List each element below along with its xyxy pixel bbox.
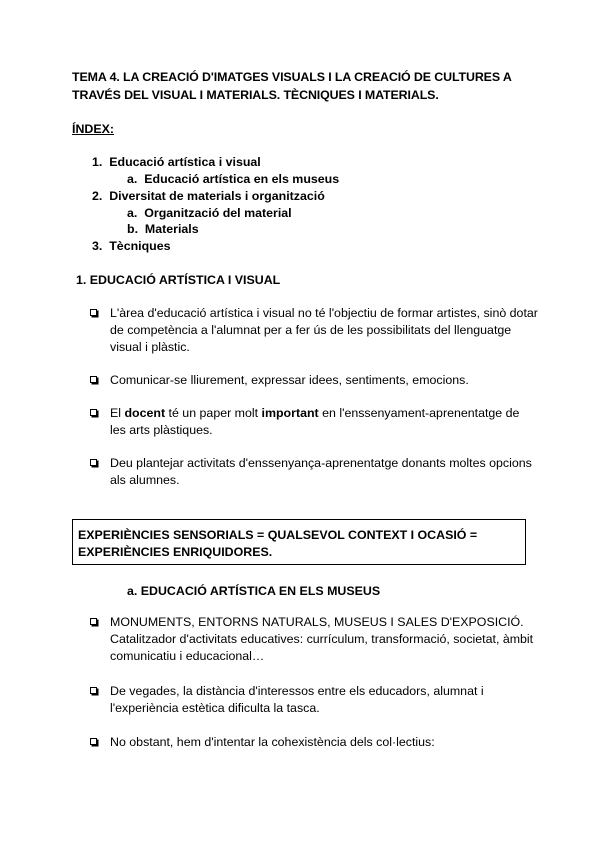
- bullet-line: l'experiència estètica dificulta la tasca.: [110, 701, 320, 715]
- index-marker: b.: [127, 222, 139, 236]
- index-marker: 3.: [92, 239, 103, 253]
- checkbox-bullet-icon: [90, 687, 97, 694]
- checkbox-bullet-icon: [90, 618, 97, 625]
- bullet-line: visual i plàstic.: [110, 340, 190, 354]
- bullet-line: MONUMENTS, ENTORNS NATURALS, MUSEUS I SALES D'EXPOSICIÓ.: [110, 615, 524, 629]
- index-item-2b: [127, 222, 199, 236]
- index-label: Educació artística i visual: [109, 155, 261, 169]
- list-item: [90, 683, 540, 717]
- title-line-2: TRAVÉS DEL VISUAL I MATERIALS. TÈCNIQUES I MATERIALS.: [72, 88, 439, 102]
- index-heading: ÍNDEX:: [72, 122, 114, 136]
- index-item-1: [92, 155, 261, 169]
- index-label: Materials: [144, 222, 199, 236]
- list-item: [90, 305, 540, 356]
- list-item: [90, 405, 540, 439]
- bullet-line: comunicatiu i educacional…: [110, 649, 265, 663]
- bullet-text: té un paper molt: [165, 406, 262, 420]
- bullet-line: als alumnes.: [110, 473, 180, 487]
- bullet-text: en l'enssenyament-aprenentatge de: [318, 406, 520, 420]
- checkbox-bullet-icon: [90, 309, 97, 316]
- bullet-line: les arts plàstiques.: [110, 423, 213, 437]
- bullet-line: No obstant, hem d'intentar la cohexistència dels col·lectius:: [110, 735, 435, 749]
- bold-term-important: important: [261, 406, 319, 420]
- bullet-line: de competència a l'alumnat per a fer ús de les possibilitats del llenguatge: [110, 323, 512, 337]
- list-item: [90, 455, 540, 489]
- checkbox-bullet-icon: [90, 738, 97, 745]
- bold-term-docent: docent: [124, 406, 166, 420]
- index-label: Tècniques: [109, 239, 171, 253]
- highlight-line-2: EXPERIÈNCIES ENRIQUIDORES.: [78, 545, 273, 559]
- bullet-line: Comunicar-se lliurement, expressar idees, sentiments, emocions.: [110, 373, 469, 387]
- bullet-line: Deu plantejar activitats d'enssenyança-aprenentatge donants moltes opcions: [110, 456, 532, 470]
- highlight-box: [72, 519, 526, 565]
- list-item: [90, 614, 540, 665]
- document-title: [72, 68, 512, 104]
- index-item-2: [92, 189, 325, 203]
- checkbox-bullet-icon: [90, 409, 97, 416]
- index-label: Organització del material: [144, 206, 292, 220]
- index-item-3: [92, 239, 171, 253]
- section-heading-1: 1. EDUCACIÓ ARTÍSTICA I VISUAL: [76, 273, 281, 287]
- index-label: Educació artística en els museus: [144, 172, 340, 186]
- title-line-1: TEMA 4. LA CREACIÓ D'IMATGES VISUALS I LA CREACIÓ DE CULTURES A: [72, 70, 512, 84]
- index-item-1a: [127, 172, 339, 186]
- index-marker: 2.: [92, 189, 103, 203]
- list-item: [90, 372, 540, 389]
- checkbox-bullet-icon: [90, 376, 97, 383]
- bullet-line: Catalitzador d'activitats educatives: currículum, transformació, societat, àmbit: [110, 632, 534, 646]
- section-heading-1a: a. EDUCACIÓ ARTÍSTICA EN ELS MUSEUS: [127, 584, 381, 598]
- index-marker: 1.: [92, 155, 103, 169]
- index-item-2a: [127, 206, 292, 220]
- list-item: [90, 734, 540, 751]
- index-marker: a.: [127, 172, 138, 186]
- index-marker: a.: [127, 206, 138, 220]
- checkbox-bullet-icon: [90, 459, 97, 466]
- bullet-line: L'àrea d'educació artística i visual no té l'objectiu de formar artistes, sinò dotar: [110, 306, 538, 320]
- highlight-line-1: EXPERIÈNCIES SENSORIALS = QUALSEVOL CONTEXT I OCASIÓ =: [78, 528, 478, 542]
- bullet-text: El: [110, 406, 125, 420]
- index-label: Diversitat de materials i organització: [109, 189, 325, 203]
- bullet-line: De vegades, la distància d'interessos entre els educadors, alumnat i: [110, 684, 484, 698]
